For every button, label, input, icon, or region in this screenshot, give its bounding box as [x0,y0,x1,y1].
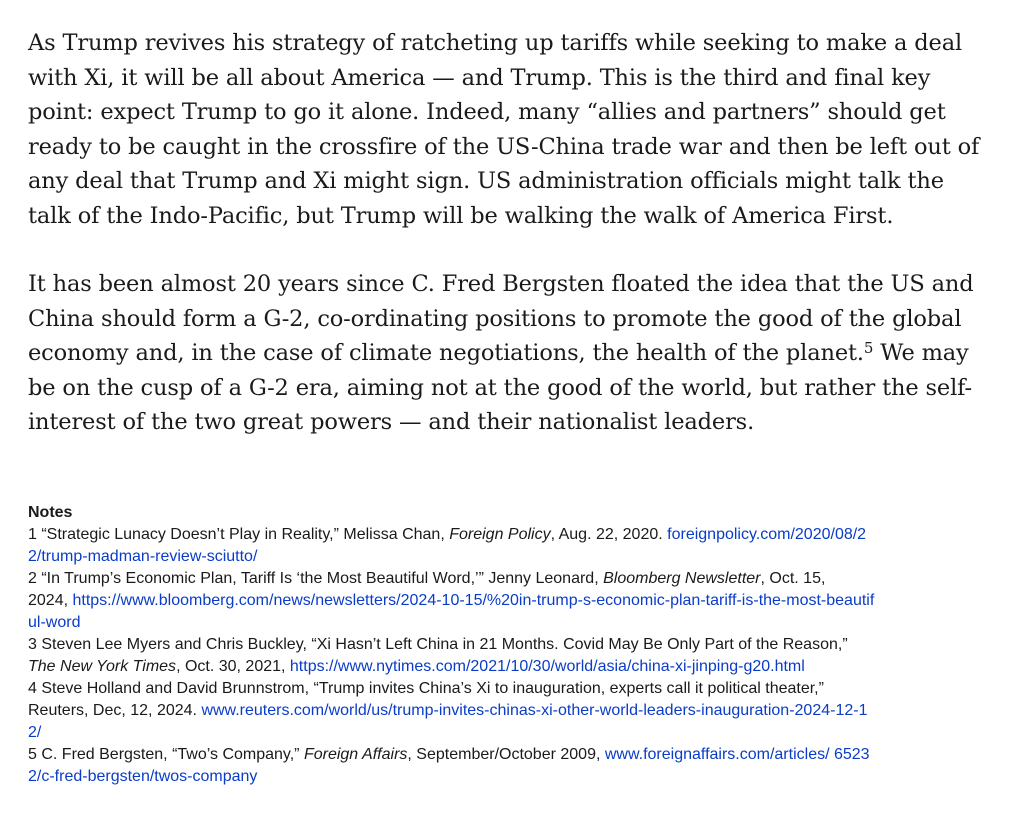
paragraph-line: be on the cusp of a G-2 era, aiming not at the good of the world, but rather the self- [28,374,972,401]
note-publication: Bloomberg Newsletter [603,570,761,587]
article-body [28,26,1008,440]
paragraph-1 [28,26,1008,233]
paragraph-2 [28,267,1008,440]
paragraph-text: We may [873,340,969,366]
paragraph-line [28,336,1008,371]
note-text: , Oct. 30, 2021, [176,658,290,675]
note-4 [28,678,1008,700]
note-text: 5 C. Fred Bergsten, “Two’s Company,” [28,746,304,763]
note-5-cont [28,766,1008,788]
paragraph-line: any deal that Trump and Xi might sign. US administration officials might talk the [28,168,944,194]
paragraph-line: It has been almost 20 years since C. Fred Bergsten floated the idea that the US and [28,271,974,297]
note-text: , Oct. 15, [760,570,826,587]
note-text: 1 “Strategic Lunacy Doesn’t Play in Reality,” Melissa Chan, [28,526,450,543]
note-text: , Aug. 22, 2020. [550,526,668,543]
note-3 [28,634,1008,656]
notes-section [28,502,1008,788]
note-text: Reuters, Dec, 12, 2024. [28,702,202,719]
paragraph-line: point: expect Trump to go it alone. Indeed, many “allies and partners” should get [28,99,946,125]
note-publication: Foreign Affairs [303,746,408,763]
note-link[interactable]: www.foreignaffairs.com/articles/ 6523 [604,746,870,763]
note-link[interactable]: https://www.bloomberg.com/news/newsletters/2024-10-15/%20in-trump-s-economic-plan-tariff-is-the-most-beautif [72,592,875,609]
note-link[interactable]: https://www.nytimes.com/2021/10/30/world/asia/china-xi-jinping-g20.html [289,658,805,675]
paragraph-line: talk of the Indo-Pacific, but Trump will be walking the walk of America First. [28,202,894,229]
paragraph-text: economy and, in the case of climate negotiations, the health of the planet. [28,340,864,366]
note-5 [28,744,1008,766]
note-text: 2024, [28,592,73,609]
paragraph-line: ready to be caught in the crossfire of the US-China trade war and then be left out of [28,133,980,160]
paragraph-line: with Xi, it will be all about America — and Trump. This is the third and final key [28,64,931,91]
note-text: 4 Steve Holland and David Brunnstrom, “Trump invites China’s Xi to inauguration, experts call it political theater,” [28,680,824,697]
note-link[interactable]: www.reuters.com/world/us/trump-invites-chinas-xi-other-world-leaders-inauguration-2024-12-1 [201,702,868,719]
note-link[interactable]: 2/trump-madman-review-sciutto/ [28,548,258,565]
notes-heading: Notes [28,504,73,521]
note-publication: The New York Times [28,658,177,675]
paragraph-line: As Trump revives his strategy of ratcheting up tariffs while seeking to make a deal [28,30,963,56]
note-1-cont [28,546,1008,568]
note-2-cont [28,612,1008,634]
footnote-ref[interactable]: 5 [863,339,874,357]
paragraph-line: interest of the two great powers — and their nationalist leaders. [28,409,755,435]
note-link[interactable]: 2/ [28,724,42,741]
note-link[interactable]: foreignpolicy.com/2020/08/2 [667,526,867,543]
note-2 [28,568,1008,590]
paragraph-line: China should form a G-2, co-ordinating positions to promote the good of the global [28,305,962,332]
note-1 [28,524,1008,546]
note-text: 3 Steven Lee Myers and Chris Buckley, “Xi Hasn’t Left China in 21 Months. Covid May Be Only Part of the Reason,” [28,636,848,653]
note-3-cont [28,656,1008,678]
note-link[interactable]: 2/c-fred-bergsten/twos-company [28,768,258,785]
note-text: , September/October 2009, [407,746,605,763]
note-link[interactable]: ul-word [28,614,81,631]
note-2-cont [28,590,1008,612]
note-text: 2 “In Trump’s Economic Plan, Tariff Is ‘the Most Beautiful Word,’” Jenny Leonard, [28,570,604,587]
note-publication: Foreign Policy [449,526,551,543]
note-4-cont [28,722,1008,744]
note-4-cont [28,700,1008,722]
